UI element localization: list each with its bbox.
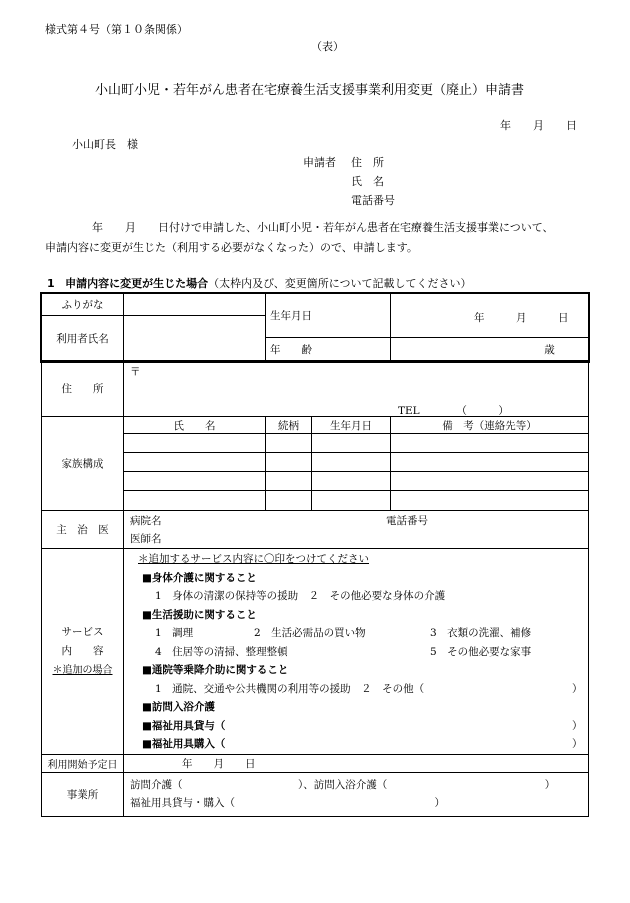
furigana-field[interactable] (124, 294, 266, 316)
family-cell[interactable] (124, 434, 266, 453)
service-label-line3: ＊追加の場合 (52, 664, 113, 676)
care-items[interactable]: 1 身体の清潔の保持等の援助 ２ その他必要な身体の介護 (155, 590, 446, 602)
lending-row (130, 717, 582, 736)
family-cell[interactable] (391, 453, 589, 472)
age-unit: 歳 (544, 343, 555, 356)
transport-close-paren: ） (572, 682, 583, 695)
family-cell[interactable] (391, 491, 589, 511)
lending-close-paren: ） (572, 719, 583, 732)
furigana-label: ふりがな (42, 294, 124, 316)
doctor-label: 主 治 医 (42, 511, 124, 549)
office-label: 事業所 (42, 772, 124, 816)
user-name-field[interactable] (124, 316, 266, 361)
life-item-other[interactable]: 5 その他必要な家事 (430, 645, 532, 658)
address-tel: TEL （ ） (398, 405, 509, 417)
lending-item[interactable]: ■福祉用具貸与（ (142, 719, 226, 732)
life-row-2 (130, 643, 582, 662)
form-number: 様式第４号（第１０条関係） (45, 23, 188, 36)
service-instruction: ＊追加するサービス内容に〇印をつけてください (138, 553, 369, 565)
family-cell[interactable] (312, 434, 391, 453)
applicant-phone-label: 電話番号 (351, 194, 395, 207)
service-content (124, 549, 589, 755)
age-label: 年 齢 (266, 338, 391, 361)
life-item-cleaning[interactable]: 4 住居等の清掃、整理整頓 (155, 645, 288, 658)
transport-row (130, 680, 582, 699)
start-date-field[interactable]: 年 月 日 (124, 754, 589, 772)
section-heading-bold: 申請内容に変更が生じた場合 (65, 277, 209, 290)
section-heading (47, 275, 472, 291)
office-field[interactable] (124, 772, 589, 816)
office-line1: 訪問介護（ ）、訪問入浴介護（ ） (130, 779, 556, 791)
applicant-address-label: 住 所 (351, 156, 384, 169)
family-cell[interactable] (266, 434, 312, 453)
family-label: 家族構成 (42, 417, 124, 511)
family-cell[interactable] (124, 491, 266, 511)
body-text-line2: 申請内容に変更が生じた（利用する必要がなくなった）ので、申請します。 (45, 241, 418, 254)
service-label-line2: 内 容 (61, 644, 104, 657)
family-cell[interactable] (266, 453, 312, 472)
doctor-name-label: 医師名 (130, 533, 162, 545)
family-header-name: 氏 名 (124, 417, 266, 434)
family-cell[interactable] (124, 472, 266, 491)
page-title: 小山町小児・若年がん患者在宅療養生活支援事業利用変更（廃止）申請書 (95, 83, 525, 98)
birthdate-label: 生年月日 (266, 294, 391, 338)
bath-item[interactable]: ■訪問入浴介護 (142, 701, 215, 713)
address-label: 住 所 (42, 361, 124, 417)
birthdate-value: 年 月 日 (474, 312, 569, 324)
start-date-label: 利用開始予定日 (42, 754, 124, 772)
address-field[interactable] (124, 361, 589, 417)
age-field[interactable] (391, 338, 589, 361)
family-cell[interactable] (266, 472, 312, 491)
applicant-label: 申請者 (303, 156, 336, 169)
addressee: 小山町長 様 (72, 138, 138, 151)
postal-mark: 〒 (130, 366, 141, 378)
doctor-field[interactable] (124, 511, 589, 549)
section-number: 1 (47, 277, 55, 290)
application-form-table (41, 293, 589, 817)
service-label-line1: サービス (61, 625, 104, 638)
body-text-line1: 年 月 日付けで申請した、小山町小児・若年がん患者在宅療養生活支援事業について、 (92, 221, 554, 234)
family-cell[interactable] (391, 434, 589, 453)
doctor-phone-label: 電話番号 (386, 515, 428, 527)
family-header-notes: 備 考（連絡先等） (391, 417, 589, 434)
life-heading: ■生活援助に関すること (142, 608, 257, 621)
applicant-name-label: 氏 名 (351, 175, 384, 188)
family-header-relation: 続柄 (266, 417, 312, 434)
purchase-close-paren: ） (572, 738, 583, 750)
family-cell[interactable] (312, 491, 391, 511)
purchase-item[interactable]: ■福祉用具購入（ (142, 738, 226, 750)
family-cell[interactable] (266, 491, 312, 511)
life-item-laundry[interactable]: 3 衣類の洗濯、補修 (430, 627, 532, 639)
section-heading-note: （太枠内及び、変更箇所について記載してください） (208, 277, 472, 290)
family-cell[interactable] (124, 453, 266, 472)
family-cell[interactable] (312, 453, 391, 472)
transport-heading: ■通院等乗降介助に関すること (142, 664, 289, 676)
life-row-1 (130, 624, 582, 643)
service-label (42, 549, 124, 755)
office-line2: 福祉用具貸与・購入（ ） (130, 797, 445, 809)
purchase-row (130, 735, 582, 754)
family-header-birthdate: 生年月日 (312, 417, 391, 434)
side-label: （表） (311, 40, 344, 53)
life-item-cooking[interactable]: 1 調理 (155, 627, 194, 639)
transport-items[interactable]: 1 通院、交通や公共機関の利用等の援助 ２ その他（ (155, 682, 425, 695)
family-cell[interactable] (391, 472, 589, 491)
life-item-shopping[interactable]: 2 生活必需品の買い物 (254, 627, 366, 639)
application-date: 年 月 日 (500, 119, 577, 132)
user-name-label: 利用者氏名 (42, 316, 124, 361)
hospital-label: 病院名 (130, 515, 162, 527)
care-heading: ■身体介護に関すること (142, 571, 257, 584)
family-cell[interactable] (312, 472, 391, 491)
